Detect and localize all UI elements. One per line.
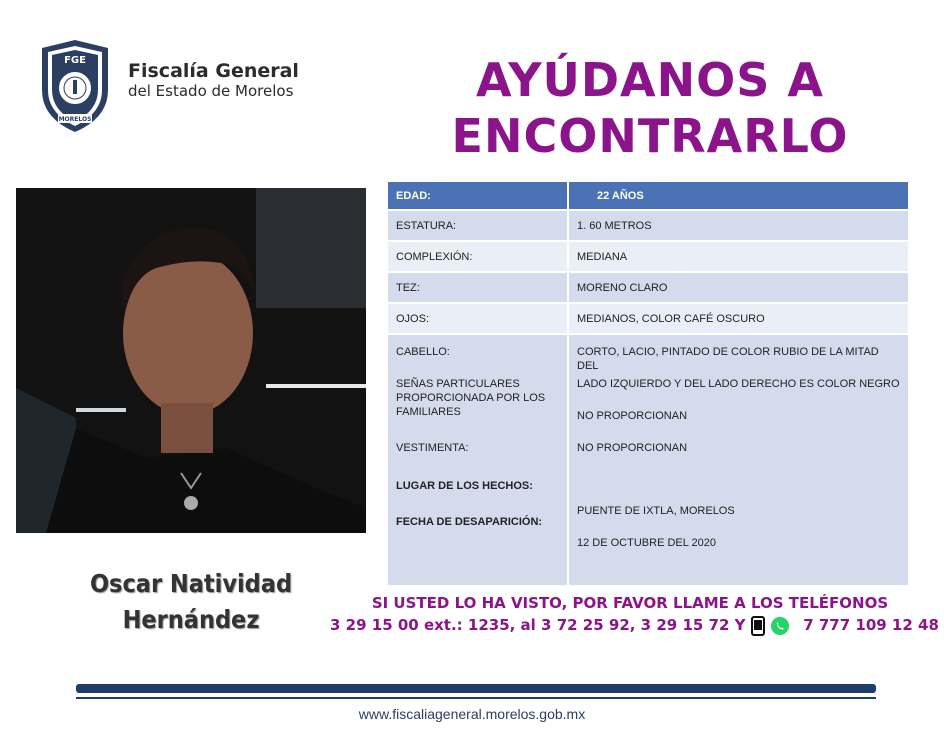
person-photo bbox=[16, 188, 366, 533]
contact-block bbox=[330, 592, 939, 636]
table-row-complexion bbox=[388, 242, 908, 271]
value-ojos: MEDIANOS, COLOR CAFÉ OSCURO bbox=[569, 304, 908, 333]
label-tez: TEZ: bbox=[388, 273, 567, 302]
labels-details bbox=[388, 335, 567, 585]
label-ojos: OJOS: bbox=[388, 304, 567, 333]
table-row-estatura bbox=[388, 211, 908, 240]
footer-divider-thin bbox=[76, 697, 876, 699]
value-estatura: 1. 60 METROS bbox=[569, 211, 908, 240]
label-senas-line-2: PROPORCIONADA POR LOS bbox=[396, 392, 546, 404]
label-cabello: CABELLO: bbox=[396, 346, 450, 358]
value-vestimenta: NO PROPORCIONAN bbox=[577, 442, 688, 454]
label-edad: EDAD: bbox=[388, 182, 567, 209]
label-estatura: ESTATURA: bbox=[388, 211, 567, 240]
footer-divider-thick bbox=[76, 684, 876, 693]
organization-name: Fiscalía General bbox=[128, 60, 299, 82]
value-cabello-line-2: LADO IZQUIERDO Y DEL LADO DERECHO ES COLOR NEGRO bbox=[577, 378, 900, 390]
value-complexion: MEDIANA bbox=[569, 242, 908, 271]
headline-line-2: ENCONTRARLO bbox=[451, 109, 849, 163]
value-cabello-line-1: CORTO, LACIO, PINTADO DE COLOR RUBIO DE LA MITAD DEL bbox=[577, 346, 879, 372]
table-row-details bbox=[388, 335, 908, 585]
value-fecha: 12 DE OCTUBRE DEL 2020 bbox=[577, 537, 716, 549]
mobile-number[interactable]: 7 777 109 12 48 bbox=[803, 616, 939, 634]
table-row-edad bbox=[388, 182, 908, 209]
organization-block bbox=[128, 60, 299, 100]
logo-top-text: FGE bbox=[64, 55, 86, 66]
value-senas: NO PROPORCIONAN bbox=[577, 410, 688, 422]
logo-bottom-text: MORELOS bbox=[58, 116, 92, 123]
call-to-action-text: SI USTED LO HA VISTO, POR FAVOR LLAME A LOS TELÉFONOS bbox=[371, 594, 889, 612]
person-details-table bbox=[386, 180, 910, 587]
mobile-phone-icon bbox=[751, 616, 765, 636]
phone-numbers bbox=[330, 614, 939, 636]
value-edad-text: 22 AÑOS bbox=[597, 189, 644, 202]
table-row-tez bbox=[388, 273, 908, 302]
missing-person-name bbox=[16, 566, 366, 638]
label-fecha: FECHA DE DESAPARICIÓN: bbox=[396, 516, 543, 528]
value-edad bbox=[569, 182, 908, 209]
label-lugar: LUGAR DE LOS HECHOS: bbox=[396, 480, 533, 492]
headline bbox=[400, 52, 900, 164]
person-name-line-1: Oscar Natividad bbox=[89, 569, 293, 598]
label-senas-line-1: SEÑAS PARTICULARES bbox=[396, 378, 520, 390]
table-row-ojos bbox=[388, 304, 908, 333]
fge-shield-badge-icon bbox=[38, 38, 112, 134]
person-name-line-2: Hernández bbox=[122, 605, 260, 634]
organization-subtitle: del Estado de Morelos bbox=[128, 82, 294, 100]
value-tez: MORENO CLARO bbox=[569, 273, 908, 302]
values-details bbox=[569, 335, 908, 585]
label-vestimenta: VESTIMENTA: bbox=[396, 442, 469, 454]
landline-numbers: 3 29 15 00 ext.: 1235, al 3 72 25 92, 3 29 15 72 Y bbox=[330, 616, 746, 634]
headline-line-1: AYÚDANOS A bbox=[476, 53, 824, 107]
whatsapp-icon bbox=[770, 616, 790, 636]
value-lugar: PUENTE DE IXTLA, MORELOS bbox=[577, 505, 735, 517]
website-link[interactable]: www.fiscaliageneral.morelos.gob.mx bbox=[358, 706, 586, 722]
label-complexion: COMPLEXIÓN: bbox=[388, 242, 567, 271]
label-senas-line-3: FAMILIARES bbox=[396, 406, 461, 418]
